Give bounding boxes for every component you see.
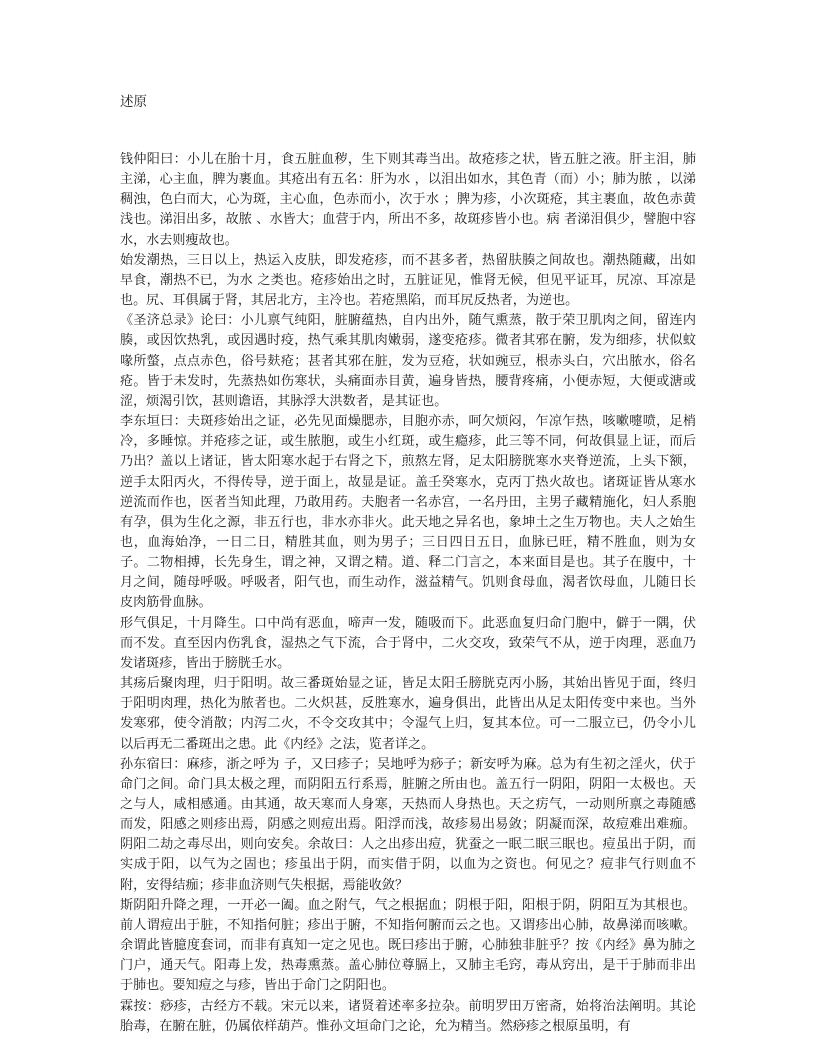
paragraph-qi-yang: 其疡后聚肉理，归于阳明。故三番斑始显之证，皆足太阳壬膀胱克丙小肠，其始出皆见于面，终归于阳明肉理，热化为脓者也。二火炽甚，反胜寒水，遍身俱出，此皆出从足太阳传变中来也。当外发寒邪，使令消散；内泻二火，不令交攻其中；令湿气上归，复其本位。可一二服立已，仍令小儿以后再无二番斑出之患。此《内经》之法，览者详之。 (120, 676, 696, 752)
paragraph-li-dongyuan: 李东垣曰：夫斑疹始出之证，必先见面燥腮赤，目胞亦赤，呵欠烦闷，乍凉乍热，咳嗽嚏喷，足梢冷，多睡惊。并疮疹之证，或生脓胞，或生小红斑，或生瘾疹，此三等不同，何故俱显上证，而后乃出？盖以上诸证，皆太阳寒水起于右肾之下，煎熬左肾，足太阳膀胱寒水夹脊逆流，上头下额，逆手太阳丙火，不得传导，逆于面上，故显是证。盖壬癸寒水，克丙丁热火故也。诸斑证皆从寒水逆流而作也，医者当知此理，乃敢用药。夫胞者一名赤宫，一名丹田，主男子藏精施化，妇人系胞有孕，俱为生化之源，非五行也，非水亦非火。此天地之异名也，象坤土之生万物也。夫人之始生也，血海始净，一日二日，精胜其血，则为男子；三日四日五日，血脉已旺，精不胜血，则为女子。二物相搏，长先身生，谓之神，又谓之精。道、释二门言之，本来面目是也。其子在腹中，十月之间，随母呼吸。呼吸者，阳气也，而生动作，滋益精气。饥则食母血，渴者饮母血，儿随日长皮肉筋骨血脉。 (120, 414, 696, 611)
document-body (120, 150, 696, 1037)
paragraph-qian-zhongyang: 钱仲阳曰：小儿在胎十月，食五脏血秽，生下则其毒当出。故疮疹之状，皆五脏之液。肝主泪，肺主涕，心主血，脾为裹血。其疮出有五名：肝为水 ，以泪出如水，其色青（而）小；肺为脓 ，以涕稠浊，色白而大，心为斑，主心血，色赤而小，次于水 ；脾为疹，小次斑疮，其主裹血，故色赤黄浅也。涕泪出多，故脓 、水皆大；血营于内，所出不多，故斑疹皆小也。病 者涕泪俱少，譬胞中容水，水去则瘦故也。 (120, 152, 696, 248)
paragraph-chao-re: 始发潮热，三日以上，热运入皮肤，即发疮疹，而不甚多者，热留肤腠之间故也。潮热随藏，出如早食，潮热不已，为水 之类也。疮疹始出之时，五脏证见，惟肾无候，但见平证耳，尻凉、耳凉是也。尻、耳俱属于肾，其居北方，主冷也。若疮黑陷，而耳尻反热者，为逆也。 (120, 252, 696, 309)
paragraph-xingqi-juzu: 形气俱足，十月降生。口中尚有恶血，啼声一发，随吸而下。此恶血复归命门胞中，僻于一隅，伏而不发。直至因内伤乳食，湿热之气下流，合于肾中，二火交攻，致荣气不从，逆于肉理，恶血乃发诸斑疹，皆出于膀胱壬水。 (120, 615, 696, 671)
paragraph-shengji-zonglu: 《圣济总录》论曰：小儿禀气纯阳，脏腑蕴热，自内出外，随气熏蒸，散于荣卫肌肉之间，留连内腠，或因饮热乳，或因遇时疫，热气乘其肌肉嫩弱，遂变疮疹。微者其邪在腑，发为细疹，状似蚊喙所螫，点点赤色，俗号麸疮；甚者其邪在脏，发为豆疮，状如豌豆，根赤头白，穴出脓水，俗名 疮。皆于未发时，先蒸热如伤寒状，头痛面赤目黄，遍身皆热，腰背疼痛，小便赤短，大便或溏或涩，烦渴引饮，甚则谵语，其脉浮大洪数者，是其证也。 (120, 313, 696, 409)
paragraph-yinyang-shengjiang: 斯阴阳升降之理，一开必一阖。血之附气，气之根据血；阴根于阳，阳根于阴，阴阳互为其根也。前人谓痘出于脏，不知指何脏；疹出于腑，不知指何腑而云之也。又谓疹出心肺，故鼻涕而咳嗽。余谓此皆臆度套词，而非有真知一定之见也。既曰疹出于腑，心肺独非脏乎？按《内经》鼻为肺之门户，通天气。阳毒上发，热毒熏蒸。盖心肺位尊膈上，又肺主毛窍，毒从窍出，是干于肺而非出于肺也。要知痘之与疹，皆出于命门之阴阳也。 (120, 897, 696, 994)
page-title: 述原 (120, 94, 147, 110)
paragraph-sun-dongsu: 孙东宿曰：麻疹，浙之呼为 子，又曰疹子；吴地呼为痧子；新安呼为麻。总为有生初之淫火，伏于命门之间。命门具太极之理，而阴阳五行系焉，脏腑之所由也。盖五行一阴阳，阴阳一太极也。天之与人，咸相感通。由其通，故天寒而人身寒，天热而人身热也。天之疠气，一动则所禀之毒随感而发，阳感之则疹出焉，阴感之则痘出焉。阳浮而浅，故疹易出易敛；阴凝而深，故痘难出难痂。阴阳二劫之毒尽出，则向安矣。余故曰：人之出疹出痘，犹蚕之一眠二眠三眠也。痘虽出于阴，而实成于阳，以气为之固也；疹虽出于阴，而实借于阴，以血为之资也。何见之？痘非气行则血不附，安得结痂；疹非血济则气失根据，焉能收敛？ (120, 756, 696, 893)
paragraph-lin-an: 霖按：痧疹，古经方不载。宋元以来，诸贤着述率多拉杂。前明罗田万密斋，始将治法阐明。其论胎毒，在腑在脏，仍属依样葫芦。惟孙文垣命门之论，允为精当。然痧疹之根原虽明，有 (120, 998, 696, 1034)
